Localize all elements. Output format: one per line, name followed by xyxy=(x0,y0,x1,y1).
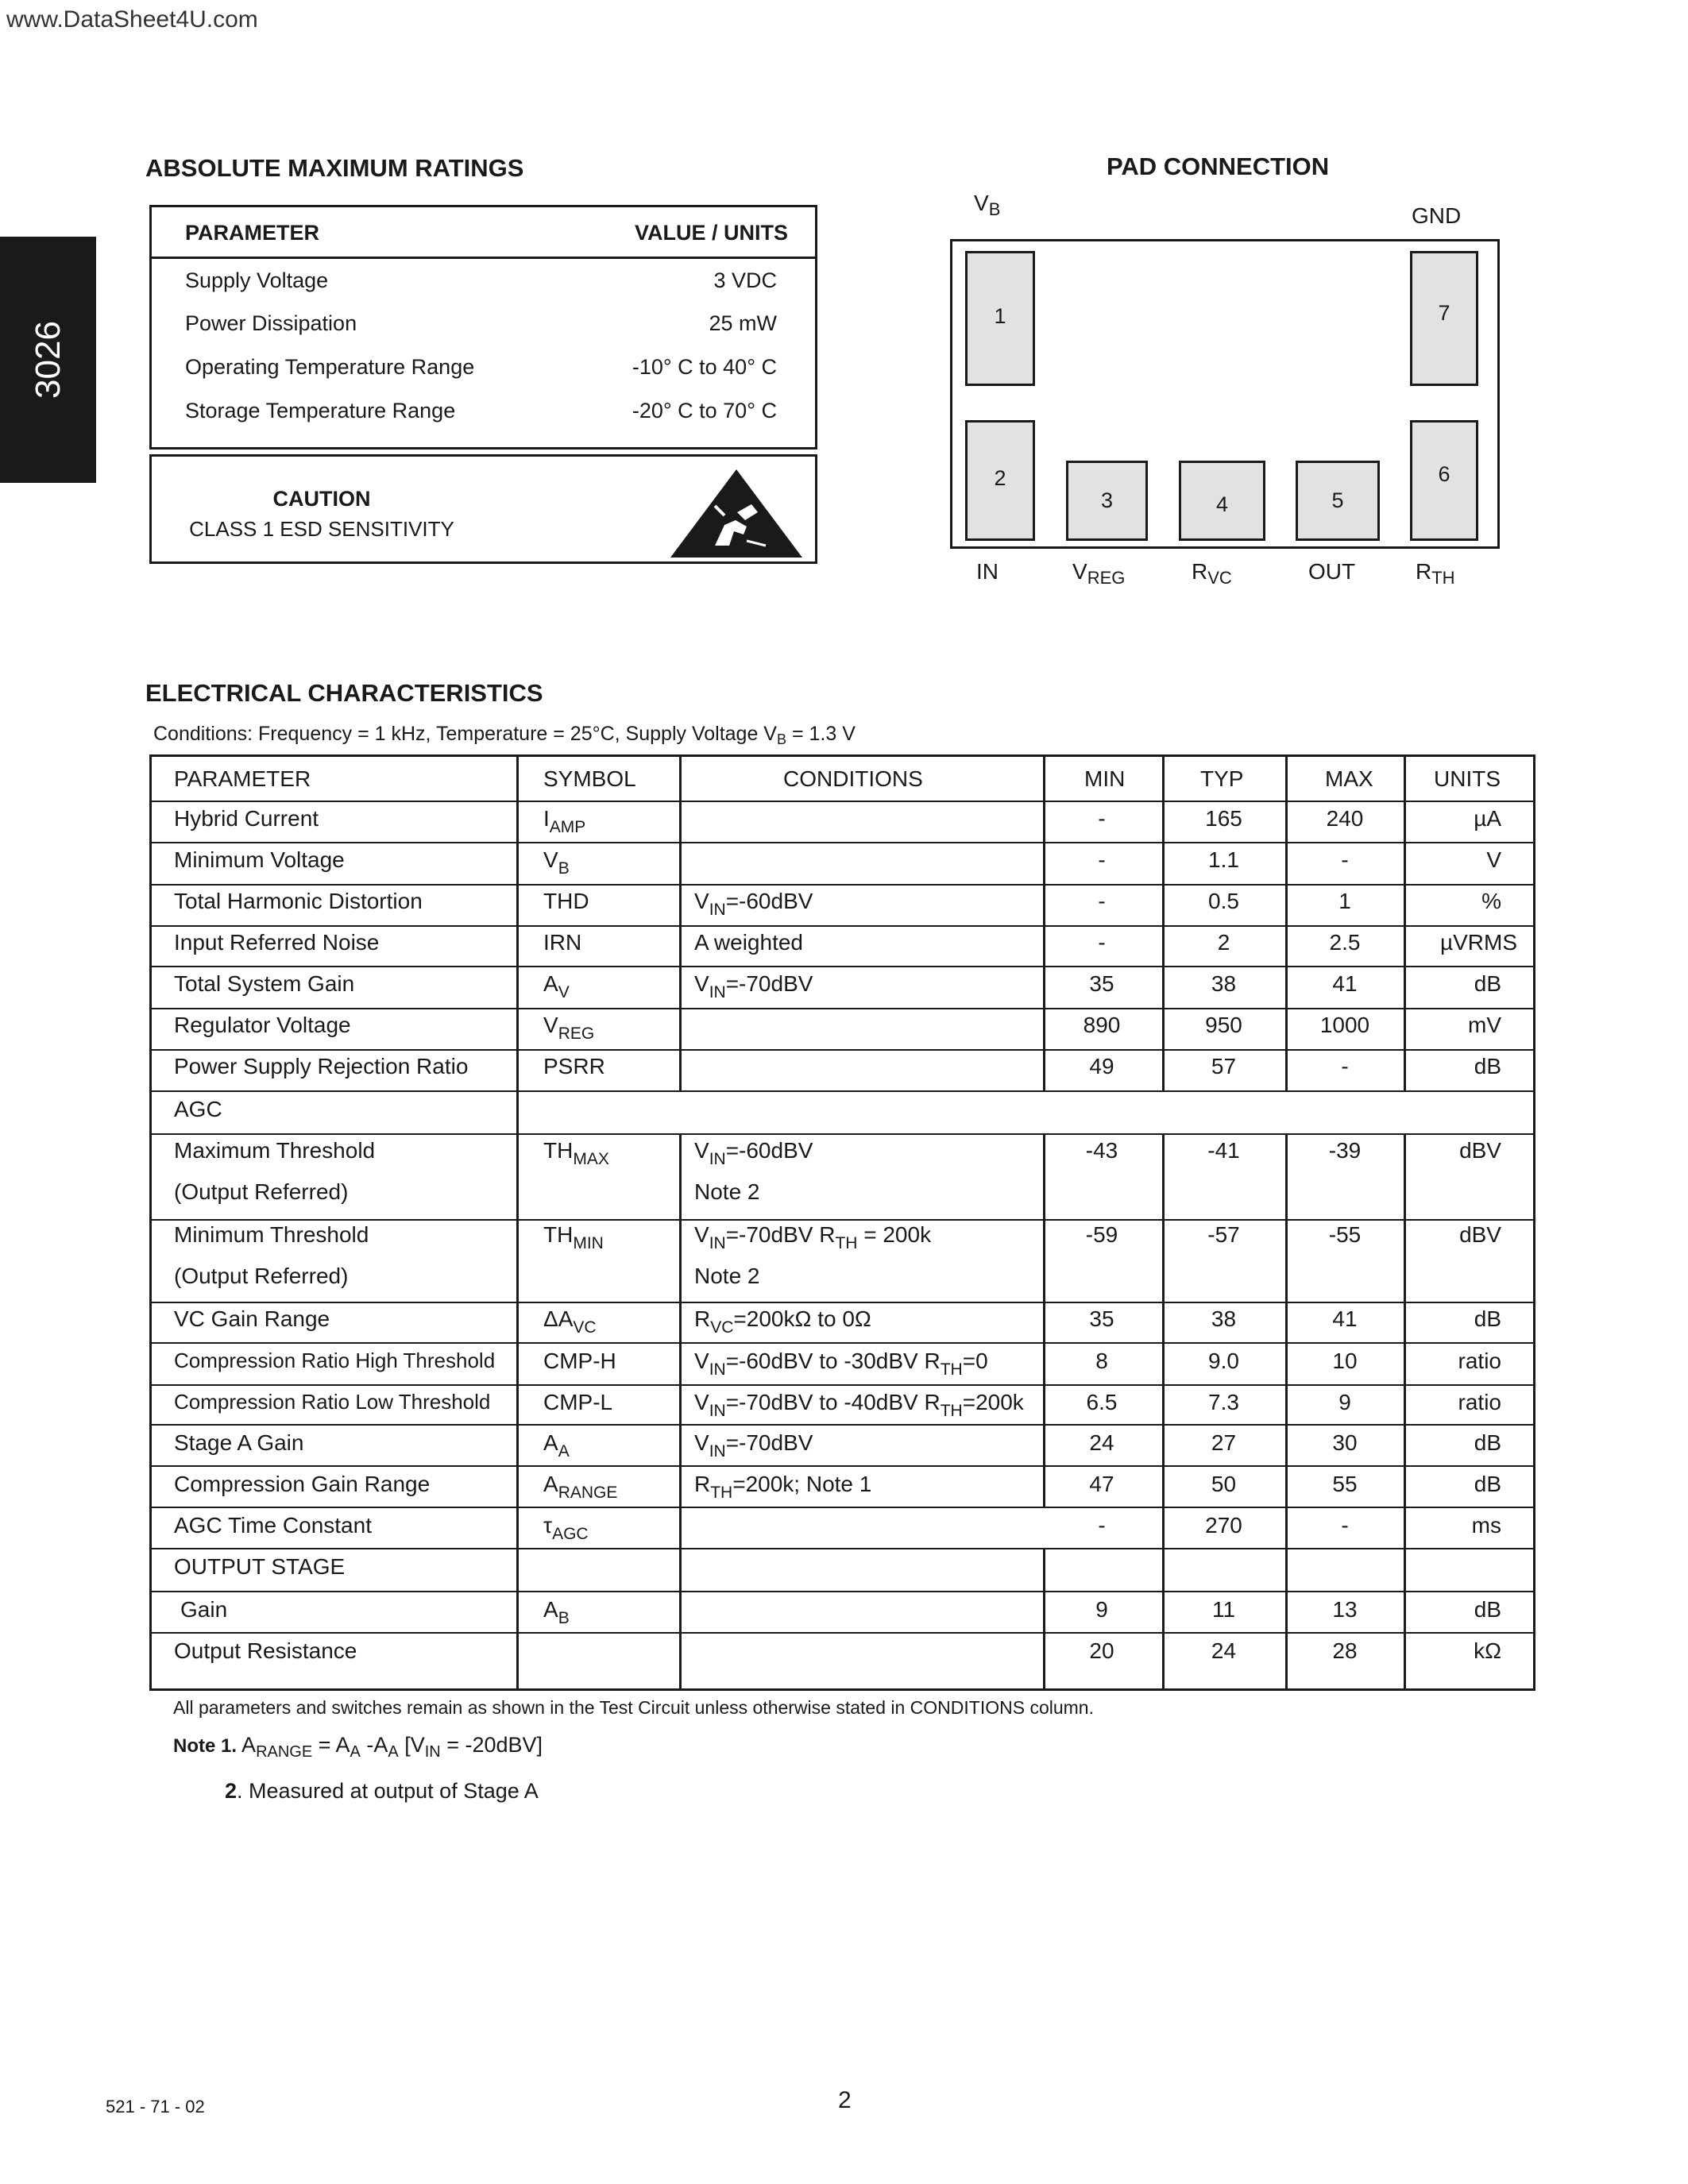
param-cell: Minimum Voltage xyxy=(174,847,345,872)
units-cell: dB xyxy=(1474,1472,1501,1496)
note-2: 2. Measured at output of Stage A xyxy=(225,1779,539,1803)
amr-row xyxy=(152,391,815,434)
max-cell: 2.5 xyxy=(1329,930,1361,955)
typ-cell: 38 xyxy=(1211,1306,1237,1331)
param-cell: Hybrid Current xyxy=(174,806,319,831)
pad-number: 4 xyxy=(1215,492,1229,516)
symbol-cell: PSRR xyxy=(543,1054,605,1078)
min-cell: - xyxy=(1098,889,1106,913)
symbol-cell: $V_{REG}$ xyxy=(543,1013,595,1043)
max-cell: -39 xyxy=(1328,1138,1362,1163)
min-cell: - xyxy=(1098,930,1106,955)
pad-6 xyxy=(1410,420,1478,541)
min-cell: -43 xyxy=(1085,1138,1118,1163)
max-cell: 28 xyxy=(1332,1638,1358,1663)
pad-title: PAD CONNECTION xyxy=(1107,152,1330,180)
symbol-cell: $A_V$ xyxy=(543,971,570,1001)
header-max: MAX xyxy=(1325,766,1373,791)
amr-header xyxy=(152,207,815,259)
typ-cell: -41 xyxy=(1207,1138,1240,1163)
param-cell: Compression Gain Range xyxy=(174,1472,431,1496)
amr-value: 3 VDC xyxy=(713,268,777,292)
amr-param: Power Dissipation xyxy=(185,311,357,335)
units-cell: dB xyxy=(1474,1597,1501,1622)
conditions-cell: A weighted xyxy=(694,930,803,955)
typ-cell: 57 xyxy=(1211,1054,1237,1078)
agc-section-label: AGC xyxy=(174,1097,222,1121)
amr-row xyxy=(152,260,815,303)
units-cell: µA xyxy=(1474,806,1501,831)
output-section-label: OUTPUT STAGE xyxy=(174,1554,346,1579)
conditions-cell: $V_{IN}=-60dBV$ xyxy=(694,1138,813,1168)
amr-table xyxy=(149,205,817,450)
min-cell: 49 xyxy=(1089,1054,1114,1078)
pad-2 xyxy=(965,420,1035,541)
units-cell: dB xyxy=(1474,1430,1501,1455)
typ-cell: 27 xyxy=(1211,1430,1237,1455)
units-cell: dB xyxy=(1474,971,1501,996)
pad-outline xyxy=(950,239,1500,549)
param-cell: Gain xyxy=(180,1597,228,1622)
symbol-cell: CMP-L xyxy=(543,1390,613,1414)
units-cell: ms xyxy=(1471,1513,1501,1538)
amr-row xyxy=(152,303,815,346)
typ-cell: 7.3 xyxy=(1208,1390,1239,1414)
pad-5 xyxy=(1296,461,1380,541)
units-cell: V xyxy=(1486,847,1501,872)
pad-1 xyxy=(965,251,1035,386)
conditions-cell: $V_{IN}=-70dBV$ $R_{TH} = 200k$ xyxy=(694,1222,932,1252)
watermark: www.DataSheet4U.com xyxy=(6,6,258,33)
param-cell: Total System Gain xyxy=(174,971,355,996)
min-cell: 24 xyxy=(1089,1430,1114,1455)
amr-param: Operating Temperature Range xyxy=(185,355,475,379)
units-cell: dBV xyxy=(1459,1222,1501,1247)
conditions-cell: $V_{IN}=-70dBV$ xyxy=(694,971,813,1001)
symbol-cell: $TH_{MIN}$ xyxy=(543,1222,604,1252)
min-cell: 47 xyxy=(1089,1472,1114,1496)
units-cell: dB xyxy=(1474,1306,1501,1331)
header-min: MIN xyxy=(1084,766,1126,791)
param-cell: Compression Ratio High Threshold xyxy=(174,1349,496,1372)
pad-label-rth: $R_{TH}$ xyxy=(1416,559,1455,588)
caution-text: CLASS 1 ESD SENSITIVITY xyxy=(189,517,454,541)
max-cell: - xyxy=(1341,1513,1349,1538)
conditions-cell: $R_{TH}=200k$; Note 1 xyxy=(694,1472,872,1502)
symbol-cell: $A_{RANGE}$ xyxy=(543,1472,618,1502)
symbol-cell: $I_{AMP}$ xyxy=(543,806,586,836)
typ-cell: 11 xyxy=(1211,1597,1236,1622)
typ-cell: 0.5 xyxy=(1208,889,1239,913)
max-cell: - xyxy=(1341,1054,1349,1078)
symbol-cell: CMP-H xyxy=(543,1349,616,1373)
units-cell: kΩ xyxy=(1474,1638,1501,1663)
pad-3 xyxy=(1066,461,1148,541)
document-code: 521 - 71 - 02 xyxy=(106,2097,205,2116)
ec-conditions: Conditions: Frequency = 1 kHz, Temperature = 25°C, Supply Voltage $V_B = 1.3$ V xyxy=(153,723,856,747)
caution-box xyxy=(149,454,817,564)
pad-label-in: IN xyxy=(976,559,999,584)
ec-table xyxy=(149,754,1535,1691)
pad-label-vb: $V_B$ xyxy=(974,191,1001,219)
typ-cell: 950 xyxy=(1205,1013,1242,1037)
conditions-cell: $V_{IN}=-60dBV$ to -30dBV $R_{TH}=0$ xyxy=(694,1349,988,1379)
max-cell: 9 xyxy=(1338,1390,1351,1414)
max-cell: 41 xyxy=(1332,971,1358,996)
typ-cell: 165 xyxy=(1205,806,1242,831)
note-1: Note 1. $A_{RANGE} = A_A$ $-A_A$ $[V_{IN} = -20dBV]$ xyxy=(173,1733,543,1761)
typ-cell: 1.1 xyxy=(1208,847,1239,872)
min-cell: 35 xyxy=(1089,1306,1114,1331)
pad-number: 7 xyxy=(1438,301,1450,325)
conditions-cell: $V_{IN}=-70dBV$ xyxy=(694,1430,813,1461)
pad-number: 5 xyxy=(1331,488,1344,512)
max-cell: 30 xyxy=(1332,1430,1358,1455)
amr-param: Supply Voltage xyxy=(185,268,329,292)
typ-cell: 270 xyxy=(1205,1513,1242,1538)
min-cell: 8 xyxy=(1095,1349,1108,1373)
units-cell: mV xyxy=(1468,1013,1501,1037)
conditions-cell: $R_{VC}=200k\Omega$ to 0Ω xyxy=(694,1306,871,1337)
conditions-cell-line2: Note 2 xyxy=(694,1179,760,1204)
max-cell: - xyxy=(1341,847,1349,872)
max-cell: -55 xyxy=(1328,1222,1362,1247)
caution-title: CAUTION xyxy=(272,487,371,511)
header-units: UNITS xyxy=(1434,766,1501,791)
typ-cell: 50 xyxy=(1211,1472,1237,1496)
conditions-cell: $V_{IN}=-70dBV$ to -40dBV $R_{TH}=200k$ xyxy=(694,1390,1024,1420)
pad-7 xyxy=(1410,251,1478,386)
amr-value: 25 mW xyxy=(709,311,777,335)
min-cell: 20 xyxy=(1089,1638,1114,1663)
symbol-cell: $A_B$ xyxy=(543,1597,570,1627)
min-cell: -59 xyxy=(1085,1222,1118,1247)
min-cell: - xyxy=(1098,806,1106,831)
param-cell: Minimum Threshold xyxy=(174,1222,369,1247)
param-cell: VC Gain Range xyxy=(174,1306,330,1331)
units-cell: ratio xyxy=(1458,1390,1501,1414)
min-cell: - xyxy=(1098,1513,1106,1538)
amr-param: Storage Temperature Range xyxy=(185,399,456,423)
param-cell: Stage A Gain xyxy=(174,1430,304,1455)
header-conditions: CONDITIONS xyxy=(783,766,923,791)
ec-title: ELECTRICAL CHARACTERISTICS xyxy=(145,679,543,707)
symbol-cell: THD xyxy=(543,889,589,913)
pad-number: 2 xyxy=(994,466,1006,490)
max-cell: 1 xyxy=(1338,889,1351,913)
pad-label-out: OUT xyxy=(1308,559,1356,584)
header-symbol: SYMBOL xyxy=(543,766,636,791)
units-cell: dB xyxy=(1474,1054,1501,1078)
min-cell: 9 xyxy=(1095,1597,1108,1622)
amr-row xyxy=(152,347,815,390)
conditions-cell: $V_{IN}=-60dBV$ xyxy=(694,889,813,919)
typ-cell: -57 xyxy=(1207,1222,1240,1247)
pad-number: 1 xyxy=(994,304,1006,328)
param-cell: Maximum Threshold xyxy=(174,1138,376,1163)
page-number: 2 xyxy=(838,2087,852,2113)
typ-cell: 9.0 xyxy=(1208,1349,1239,1373)
symbol-cell: $\tau_{AGC}$ xyxy=(543,1513,589,1543)
amr-header-value: VALUE / UNITS xyxy=(634,221,788,245)
symbol-cell: $V_B$ xyxy=(543,847,570,878)
param-cell: Power Supply Rejection Ratio xyxy=(174,1054,469,1078)
max-cell: 13 xyxy=(1332,1597,1358,1622)
param-cell: Compression Ratio Low Threshold xyxy=(174,1390,491,1414)
max-cell: 55 xyxy=(1332,1472,1358,1496)
max-cell: 1000 xyxy=(1319,1013,1370,1037)
pad-4 xyxy=(1179,461,1265,541)
symbol-cell: $TH_{MAX}$ xyxy=(543,1138,609,1168)
table-footnote: All parameters and switches remain as shown in the Test Circuit unless otherwise stated in CONDITIONS column. xyxy=(173,1697,1094,1718)
pad-number: 6 xyxy=(1438,462,1450,486)
min-cell: 6.5 xyxy=(1086,1390,1118,1414)
typ-cell: 2 xyxy=(1217,930,1230,955)
pad-label-vreg: $V_{REG}$ xyxy=(1072,559,1126,588)
side-tab-label: 3026 xyxy=(28,321,68,399)
min-cell: 35 xyxy=(1089,971,1114,996)
max-cell: 10 xyxy=(1332,1349,1358,1373)
param-cell: Regulator Voltage xyxy=(174,1013,351,1037)
symbol-cell: IRN xyxy=(543,930,582,955)
min-cell: 890 xyxy=(1083,1013,1121,1037)
max-cell: 240 xyxy=(1326,806,1364,831)
pad-number: 3 xyxy=(1100,488,1114,512)
pad-label-rvc: $R_{VC}$ xyxy=(1192,559,1232,588)
symbol-cell: $\Delta A_{VC}$ xyxy=(543,1306,597,1337)
header-parameter: PARAMETER xyxy=(174,766,311,791)
pad-label-gnd: GND xyxy=(1412,203,1462,228)
header-typ: TYP xyxy=(1200,766,1244,791)
units-cell: % xyxy=(1481,889,1501,913)
typ-cell: 24 xyxy=(1211,1638,1237,1663)
units-cell: dBV xyxy=(1459,1138,1501,1163)
conditions-cell-line2: Note 2 xyxy=(694,1264,760,1288)
units-cell: ratio xyxy=(1458,1349,1501,1373)
symbol-cell: $A_A$ xyxy=(543,1430,570,1461)
min-cell: - xyxy=(1098,847,1106,872)
param-cell: AGC Time Constant xyxy=(174,1513,372,1538)
param-cell: Output Resistance xyxy=(174,1638,357,1663)
amr-title: ABSOLUTE MAXIMUM RATINGS xyxy=(145,154,524,182)
side-tab xyxy=(0,237,96,483)
units-cell: µVRMS xyxy=(1439,930,1517,955)
amr-value: -10° C to 40° C xyxy=(632,355,777,379)
esd-warning-icon xyxy=(669,468,804,559)
param-cell-line2: (Output Referred) xyxy=(174,1179,349,1204)
amr-header-parameter: PARAMETER xyxy=(185,221,320,245)
max-cell: 41 xyxy=(1332,1306,1358,1331)
param-cell: Total Harmonic Distortion xyxy=(174,889,423,913)
amr-value: -20° C to 70° C xyxy=(632,399,777,423)
typ-cell: 38 xyxy=(1211,971,1237,996)
param-cell-line2: (Output Referred) xyxy=(174,1264,349,1288)
param-cell: Input Referred Noise xyxy=(174,930,380,955)
